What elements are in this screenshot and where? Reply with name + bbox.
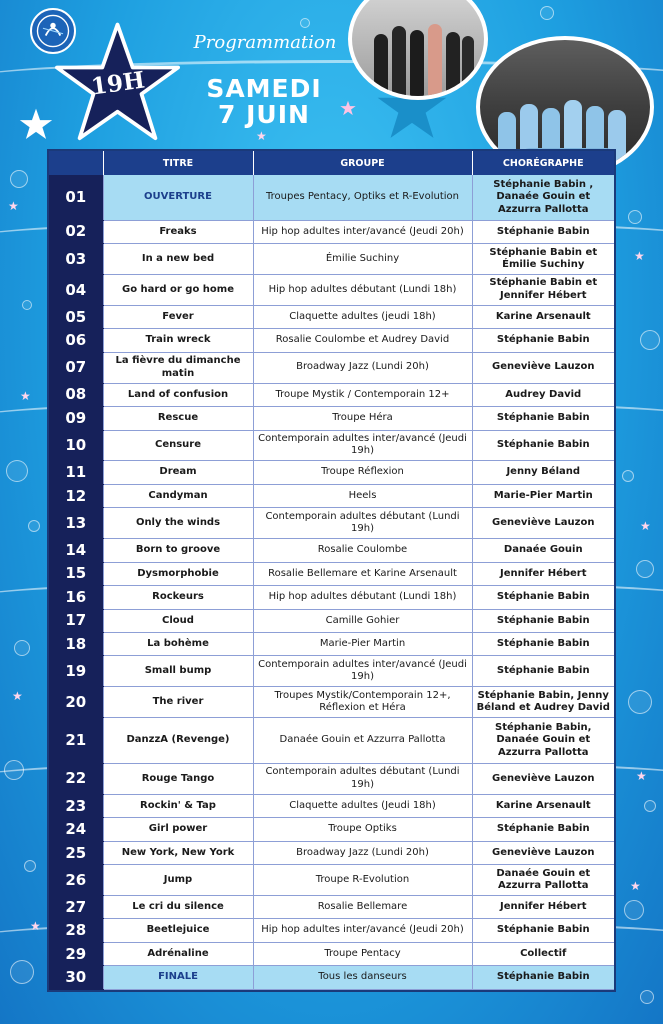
row-title: Train wreck <box>103 329 253 352</box>
bubble-decoration <box>22 300 32 310</box>
row-group: Troupe R-Evolution <box>253 865 472 896</box>
row-group: Contemporain adultes débutant (Lundi 19h) <box>253 508 472 539</box>
row-choreographer: Stéphanie Babin et Jennifer Hébert <box>472 274 614 305</box>
row-group: Rosalie Bellemare <box>253 896 472 919</box>
table-row <box>49 865 614 896</box>
table-row <box>49 896 614 919</box>
row-title: Only the winds <box>103 508 253 539</box>
row-number: 30 <box>49 966 103 990</box>
table-row <box>49 407 614 430</box>
sparkle-decoration: ★ <box>636 769 647 783</box>
row-group: Émilie Suchiny <box>253 244 472 275</box>
table-row <box>49 632 614 655</box>
column-header-choreographer: CHORÉGRAPHE <box>472 151 614 175</box>
row-number: 02 <box>49 220 103 243</box>
row-number: 10 <box>49 430 103 461</box>
bubble-decoration <box>540 6 554 20</box>
row-title: Beetlejuice <box>103 919 253 942</box>
row-title: New York, New York <box>103 841 253 864</box>
row-number: 26 <box>49 865 103 896</box>
table-row <box>49 942 614 965</box>
time-label: 19H <box>89 66 147 101</box>
row-number: 11 <box>49 461 103 484</box>
row-choreographer: Jennifer Hébert <box>472 896 614 919</box>
bubble-decoration <box>622 470 634 482</box>
row-number: 20 <box>49 687 103 718</box>
table-row <box>49 305 614 328</box>
row-choreographer: Stéphanie Babin, Danaée Gouin et Azzurra Pallotta <box>472 718 614 764</box>
row-choreographer: Danaée Gouin et Azzurra Pallotta <box>472 865 614 896</box>
row-choreographer: Stéphanie Babin <box>472 220 614 243</box>
table-row <box>49 609 614 632</box>
bubble-decoration <box>10 170 28 188</box>
table-row <box>49 586 614 609</box>
row-choreographer: Stéphanie Babin <box>472 818 614 841</box>
row-choreographer: Geneviève Lauzon <box>472 841 614 864</box>
row-number: 29 <box>49 942 103 965</box>
row-title: OUVERTURE <box>103 175 253 220</box>
row-group: Contemporain adultes inter/avancé (Jeudi 19h) <box>253 656 472 687</box>
row-title: FINALE <box>103 966 253 990</box>
row-group: Troupe Mystik / Contemporain 12+ <box>253 383 472 406</box>
sparkle-decoration: ★ <box>20 389 31 403</box>
bubble-decoration <box>644 800 656 812</box>
row-choreographer: Jenny Béland <box>472 461 614 484</box>
row-number: 13 <box>49 508 103 539</box>
row-group: Troupes Mystik/Contemporain 12+, Réflexion et Héra <box>253 687 472 718</box>
table-row <box>49 430 614 461</box>
row-group: Troupe Héra <box>253 407 472 430</box>
row-choreographer: Marie-Pier Martin <box>472 484 614 507</box>
row-title: Fever <box>103 305 253 328</box>
row-number: 17 <box>49 609 103 632</box>
table-row <box>49 841 614 864</box>
row-group: Hip hop adultes inter/avancé (Jeudi 20h) <box>253 919 472 942</box>
row-group: Marie-Pier Martin <box>253 632 472 655</box>
table-row <box>49 966 614 990</box>
row-number: 25 <box>49 841 103 864</box>
row-choreographer: Karine Arsenault <box>472 305 614 328</box>
row-title: La bohème <box>103 632 253 655</box>
row-group: Troupes Pentacy, Optiks et R-Evolution <box>253 175 472 220</box>
row-number: 22 <box>49 763 103 794</box>
sparkle-decoration: ★ <box>8 199 19 213</box>
table-row <box>49 687 614 718</box>
row-title: Freaks <box>103 220 253 243</box>
bubble-decoration <box>300 18 310 28</box>
row-group: Troupe Pentacy <box>253 942 472 965</box>
row-title: The river <box>103 687 253 718</box>
row-title: Rockeurs <box>103 586 253 609</box>
row-title: Rescue <box>103 407 253 430</box>
row-group: Troupe Réflexion <box>253 461 472 484</box>
row-title: Cloud <box>103 609 253 632</box>
table-row <box>49 352 614 383</box>
table-row <box>49 539 614 562</box>
table-row <box>49 220 614 243</box>
row-title: In a new bed <box>103 244 253 275</box>
row-choreographer: Stéphanie Babin , Danaée Gouin et Azzurra Pallotta <box>472 175 614 220</box>
date-day: SAMEDI <box>206 74 322 103</box>
star-icon <box>340 100 356 116</box>
row-choreographer: Stéphanie Babin <box>472 430 614 461</box>
row-number: 05 <box>49 305 103 328</box>
bubble-decoration <box>24 860 36 872</box>
table-row <box>49 175 614 220</box>
row-title: Adrénaline <box>103 942 253 965</box>
row-choreographer: Geneviève Lauzon <box>472 352 614 383</box>
row-title: Rouge Tango <box>103 763 253 794</box>
row-number: 23 <box>49 794 103 817</box>
row-group: Hip hop adultes débutant (Lundi 18h) <box>253 586 472 609</box>
row-group: Rosalie Coulombe et Audrey David <box>253 329 472 352</box>
row-number: 04 <box>49 274 103 305</box>
row-number: 09 <box>49 407 103 430</box>
bubble-decoration <box>628 690 652 714</box>
row-choreographer: Stéphanie Babin <box>472 609 614 632</box>
star-icon <box>18 108 54 140</box>
row-choreographer: Stéphanie Babin, Jenny Béland et Audrey David <box>472 687 614 718</box>
bubble-decoration <box>6 460 28 482</box>
table-row <box>49 794 614 817</box>
bubble-decoration <box>640 990 654 1004</box>
row-choreographer: Danaée Gouin <box>472 539 614 562</box>
table-row <box>49 484 614 507</box>
bubble-decoration <box>640 330 660 350</box>
row-group: Camille Gohier <box>253 609 472 632</box>
row-group: Heels <box>253 484 472 507</box>
row-title: Dysmorphobie <box>103 562 253 585</box>
row-number: 06 <box>49 329 103 352</box>
row-group: Contemporain adultes débutant (Lundi 19h) <box>253 763 472 794</box>
row-title: Censure <box>103 430 253 461</box>
row-title: Born to groove <box>103 539 253 562</box>
row-title: Girl power <box>103 818 253 841</box>
row-choreographer: Stéphanie Babin <box>472 656 614 687</box>
row-number: 12 <box>49 484 103 507</box>
row-number: 27 <box>49 896 103 919</box>
row-number: 21 <box>49 718 103 764</box>
row-choreographer: Geneviève Lauzon <box>472 508 614 539</box>
row-choreographer: Geneviève Lauzon <box>472 763 614 794</box>
row-group: Claquette adultes (Jeudi 18h) <box>253 794 472 817</box>
table-row <box>49 818 614 841</box>
bubble-decoration <box>10 960 34 984</box>
table-row <box>49 274 614 305</box>
row-group: Broadway Jazz (Lundi 20h) <box>253 352 472 383</box>
row-title: La fièvre du dimanche matin <box>103 352 253 383</box>
row-choreographer: Stéphanie Babin <box>472 407 614 430</box>
row-number: 03 <box>49 244 103 275</box>
row-number: 24 <box>49 818 103 841</box>
sparkle-decoration: ★ <box>30 919 41 933</box>
column-header-group: GROUPE <box>253 151 472 175</box>
column-header-title: TITRE <box>103 151 253 175</box>
sparkle-decoration: ★ <box>630 879 641 893</box>
row-group: Contemporain adultes inter/avancé (Jeudi 19h) <box>253 430 472 461</box>
table-row <box>49 329 614 352</box>
sparkle-decoration: ★ <box>634 249 645 263</box>
row-title: Jump <box>103 865 253 896</box>
row-number: 15 <box>49 562 103 585</box>
sparkle-decoration: ★ <box>640 519 651 533</box>
table-row <box>49 718 614 764</box>
bubble-decoration <box>28 520 40 532</box>
table-row <box>49 656 614 687</box>
row-number: 28 <box>49 919 103 942</box>
row-group: Tous les danseurs <box>253 966 472 990</box>
row-number: 16 <box>49 586 103 609</box>
table-header-row <box>49 151 614 175</box>
row-choreographer: Stéphanie Babin <box>472 919 614 942</box>
table-row <box>49 562 614 585</box>
row-choreographer: Audrey David <box>472 383 614 406</box>
table-row <box>49 461 614 484</box>
date-date: 7 JUIN <box>218 100 310 129</box>
row-choreographer: Jennifer Hébert <box>472 562 614 585</box>
row-title: Rockin' & Tap <box>103 794 253 817</box>
row-title: Dream <box>103 461 253 484</box>
row-title: Candyman <box>103 484 253 507</box>
row-group: Broadway Jazz (Lundi 20h) <box>253 841 472 864</box>
row-choreographer: Stéphanie Babin <box>472 586 614 609</box>
column-header-number <box>49 151 103 175</box>
row-title: Go hard or go home <box>103 274 253 305</box>
row-choreographer: Collectif <box>472 942 614 965</box>
table-row <box>49 244 614 275</box>
row-choreographer: Stéphanie Babin <box>472 966 614 990</box>
row-choreographer: Karine Arsenault <box>472 794 614 817</box>
row-number: 01 <box>49 175 103 220</box>
table-row <box>49 383 614 406</box>
row-group: Hip hop adultes inter/avancé (Jeudi 20h) <box>253 220 472 243</box>
table-row <box>49 763 614 794</box>
row-title: DanzzA (Revenge) <box>103 718 253 764</box>
row-title: Land of confusion <box>103 383 253 406</box>
sparkle-decoration: ★ <box>12 689 23 703</box>
row-number: 08 <box>49 383 103 406</box>
row-choreographer: Stéphanie Babin et Émilie Suchiny <box>472 244 614 275</box>
row-group: Claquette adultes (jeudi 18h) <box>253 305 472 328</box>
bubble-decoration <box>636 560 654 578</box>
row-number: 19 <box>49 656 103 687</box>
row-group: Rosalie Coulombe <box>253 539 472 562</box>
table-row <box>49 508 614 539</box>
sparkle-decoration: ★ <box>256 129 267 143</box>
bubble-decoration <box>628 210 642 224</box>
bubble-decoration <box>14 640 30 656</box>
row-title: Small bump <box>103 656 253 687</box>
row-title: Le cri du silence <box>103 896 253 919</box>
row-group: Hip hop adultes débutant (Lundi 18h) <box>253 274 472 305</box>
table-row <box>49 919 614 942</box>
table-body <box>49 175 614 990</box>
row-number: 07 <box>49 352 103 383</box>
row-number: 14 <box>49 539 103 562</box>
row-choreographer: Stéphanie Babin <box>472 329 614 352</box>
row-number: 18 <box>49 632 103 655</box>
row-choreographer: Stéphanie Babin <box>472 632 614 655</box>
row-group: Rosalie Bellemare et Karine Arsenault <box>253 562 472 585</box>
program-table <box>47 149 616 992</box>
bubble-decoration <box>624 900 644 920</box>
row-group: Danaée Gouin et Azzurra Pallotta <box>253 718 472 764</box>
program-label: Programmation <box>193 32 337 53</box>
row-group: Troupe Optiks <box>253 818 472 841</box>
